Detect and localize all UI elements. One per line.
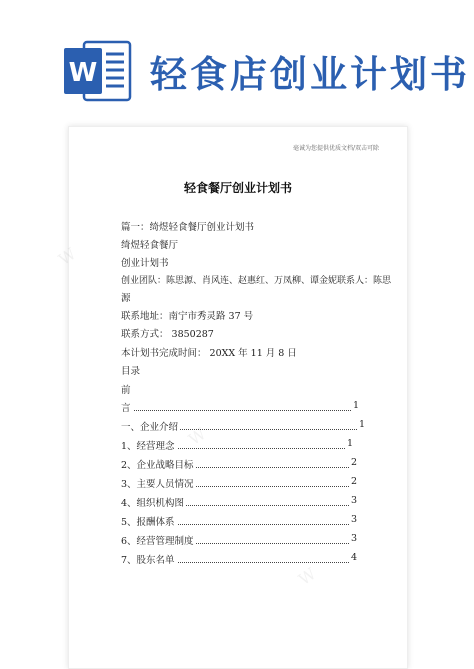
toc-label: 1、经营理念 — [121, 438, 177, 452]
toc-page: 1 — [352, 400, 359, 411]
toc-page: 1 — [346, 438, 353, 449]
toc-label: 7、股东名单 — [121, 552, 177, 566]
text-line: 绮煜轻食餐厅 — [121, 240, 179, 251]
toc-page: 3 — [350, 514, 357, 525]
text-line: 源 — [121, 293, 131, 304]
toc-label: 一、企业介绍 — [121, 419, 180, 433]
toc-page: 3 — [350, 533, 357, 544]
text-line: 联系方式： 3850287 — [121, 329, 214, 340]
toc-entry — [121, 514, 357, 528]
toc-entry — [121, 533, 357, 547]
toc-entry — [121, 476, 357, 490]
toc-label: 6、经营管理制度 — [121, 533, 196, 547]
toc-page: 2 — [350, 476, 357, 487]
toc-entry — [121, 419, 365, 433]
text-line: 创业团队：陈思源、肖风连、赵惠红、万凤柳、谭金妮联系人：陈思 — [121, 276, 392, 286]
toc-entry — [121, 457, 357, 471]
toc-label: 3、主要人员情况 — [121, 476, 196, 490]
watermark: W — [55, 243, 80, 270]
text-line: 前 — [121, 385, 131, 396]
banner-title: 轻食店创业计划书 — [150, 53, 470, 96]
toc-entry — [121, 400, 359, 414]
toc-page: 2 — [350, 457, 357, 468]
word-doc-icon — [62, 40, 132, 102]
document-page — [55, 126, 408, 669]
toc-label: 2、企业战略目标 — [121, 457, 196, 471]
toc-label: 5、报酬体系 — [121, 514, 177, 528]
toc-page: 4 — [350, 552, 357, 563]
text-line: 联系地址：南宁市秀灵路 37 号 — [121, 311, 254, 322]
banner — [0, 0, 474, 120]
toc-entry — [121, 495, 357, 509]
text-line: 创业计划书 — [121, 258, 169, 269]
document-title: 轻食餐厅创业计划书 — [183, 181, 292, 195]
toc-page: 3 — [350, 495, 357, 506]
logo-letter: W — [68, 58, 98, 88]
toc-entry — [121, 438, 353, 452]
text-line: 篇一：绮煜轻食餐厅创业计划书 — [121, 222, 255, 233]
text-line: 本计划书完成时间： 20XX 年 11 月 8 日 — [121, 348, 297, 359]
toc-label: 言 — [121, 400, 133, 414]
toc-entry — [121, 552, 357, 566]
toc-page: 1 — [358, 419, 365, 430]
watermark: W — [185, 423, 210, 450]
toc-label: 4、组织机构图 — [121, 495, 186, 509]
header-note: 毫诚为您提供优质文档/双击可除 — [292, 145, 379, 152]
watermark: W — [295, 563, 320, 590]
text-line: 目录 — [121, 366, 141, 377]
